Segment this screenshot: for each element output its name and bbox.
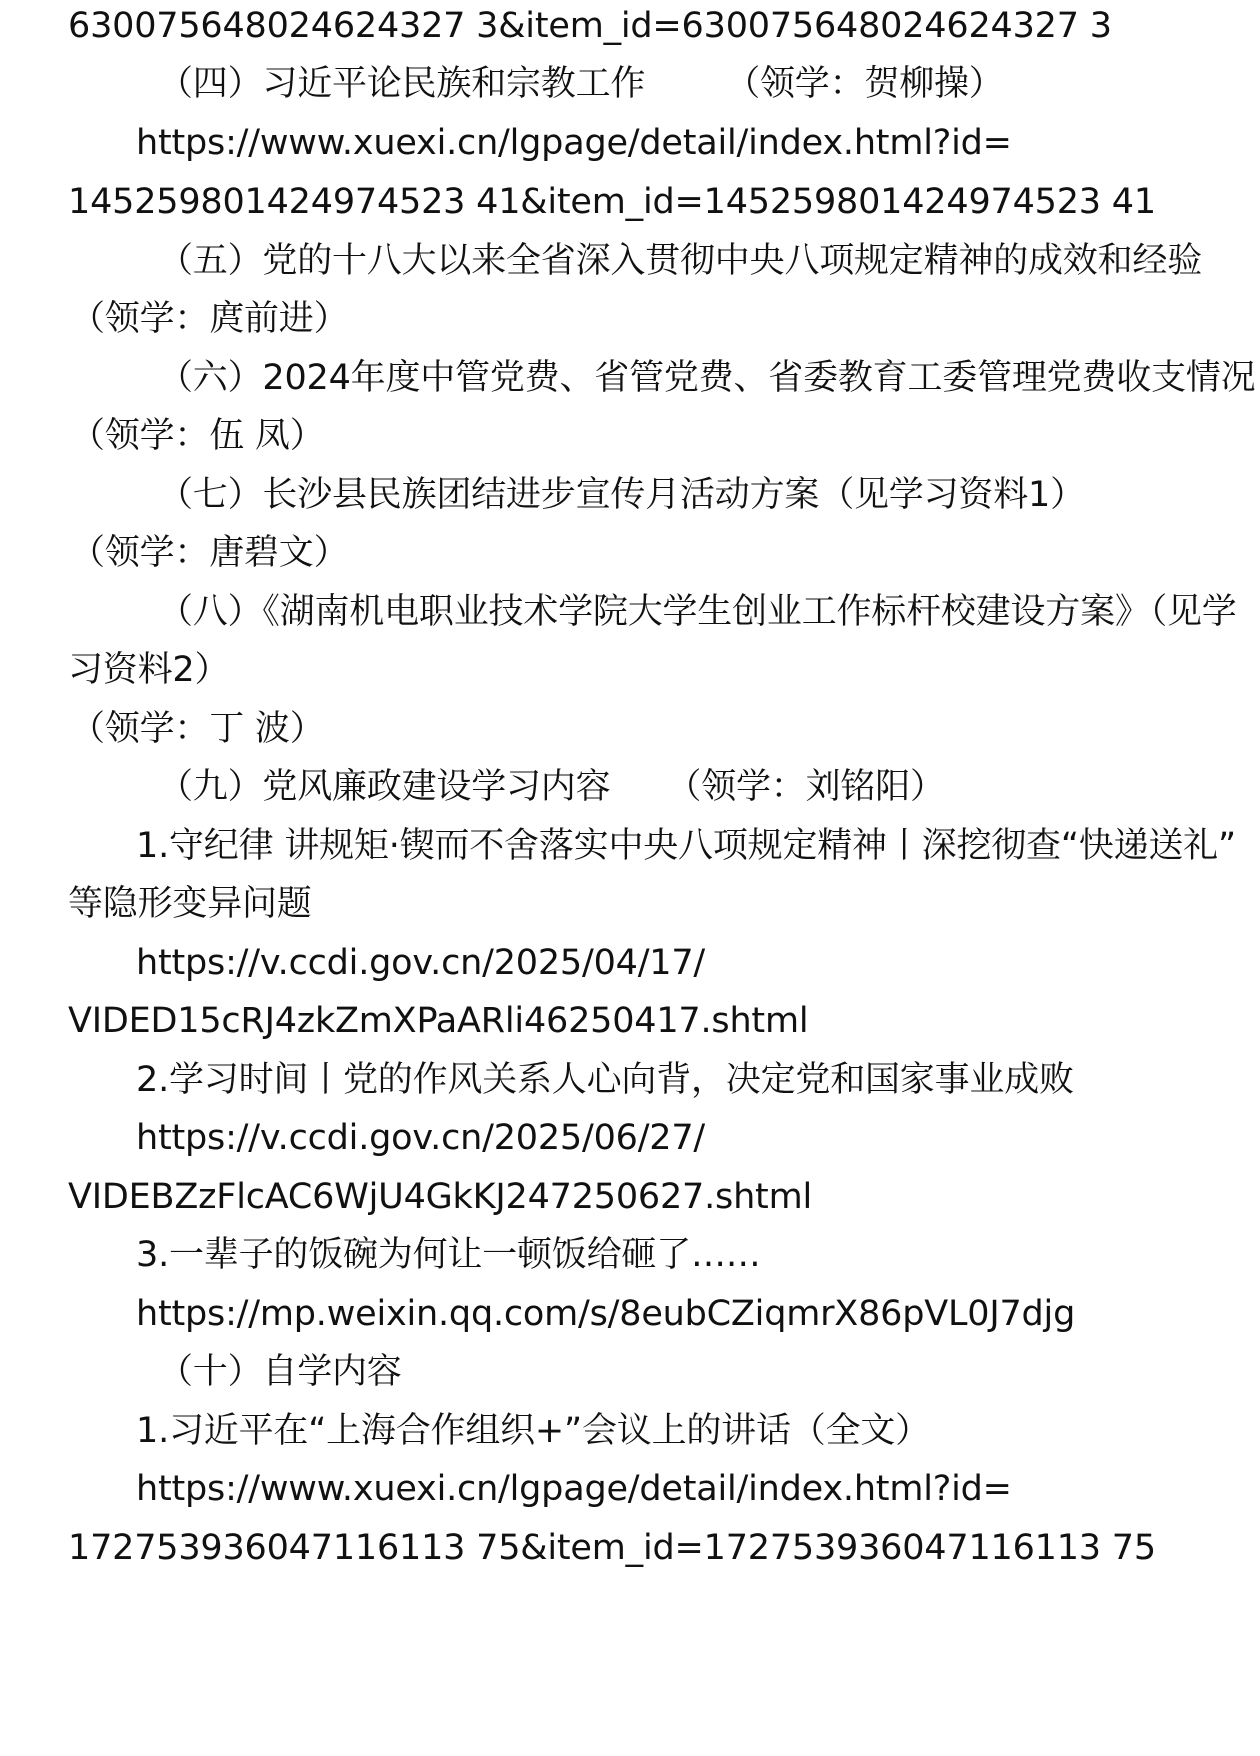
url-continuation[interactable]: VIDEBZzFlcAC6WjU4GkKJ247250627.shtml xyxy=(68,1177,813,1217)
url-line[interactable]: https://www.xuexi.cn/lgpage/detail/index.html?id= xyxy=(136,123,1012,163)
section-eight-title: （八）《湖南机电职业技术学院大学生创业工作标杆校建设方案》（见学 xyxy=(158,592,1237,632)
url-line[interactable]: https://v.ccdi.gov.cn/2025/06/27/ xyxy=(136,1118,706,1158)
url-continuation[interactable]: VIDED15cRJ4zkZmXPaARli46250417.shtml xyxy=(68,1001,809,1041)
section-eight-title-cont: 习资料2） xyxy=(68,650,230,690)
url-line[interactable]: https://www.xuexi.cn/lgpage/detail/index.html?id= xyxy=(136,1469,1012,1509)
section-seven-leader: （领学：唐碧文） xyxy=(70,533,349,573)
url-line[interactable]: https://v.ccdi.gov.cn/2025/04/17/ xyxy=(136,943,706,983)
section-four-title: （四）习近平论民族和宗教工作 xyxy=(158,64,646,104)
section-five-title: （五）党的十八大以来全省深入贯彻中央八项规定精神的成效和经验 xyxy=(158,241,1203,281)
item-2-title: 2.学习时间丨党的作风关系人心向背，决定党和国家事业成败 xyxy=(136,1060,1074,1100)
url-continuation[interactable]: 145259801424974523 41&item_id=145259801424974523 41 xyxy=(68,182,1156,222)
section-ten-title: （十）自学内容 xyxy=(158,1352,402,1392)
url-line[interactable]: https://mp.weixin.qq.com/s/8eubCZiqmrX86pVL0J7djg xyxy=(136,1294,1076,1334)
section-four-heading xyxy=(158,58,1004,110)
item-3-title: 3.一辈子的饭碗为何让一顿饭给砸了…… xyxy=(136,1235,761,1275)
section-six-leader: （领学：伍 凤） xyxy=(70,416,325,456)
self-study-item-1-title: 1.习近平在“上海合作组织+”会议上的讲话（全文） xyxy=(136,1411,930,1451)
section-seven-title: （七）长沙县民族团结进步宣传月活动方案（见学习资料1） xyxy=(158,475,1085,515)
section-eight-leader: （领学：丁 波） xyxy=(70,709,325,749)
url-continuation[interactable]: 172753936047116113 75&item_id=172753936047116113 75 xyxy=(68,1528,1156,1568)
section-nine-leader: （领学：刘铭阳） xyxy=(666,767,945,807)
item-1-title-cont: 等隐形变异问题 xyxy=(68,884,312,924)
section-five-leader: （领学：庹前进） xyxy=(70,299,349,339)
section-nine-heading xyxy=(158,761,945,813)
item-1-title: 1.守纪律 讲规矩·锲而不舍落实中央八项规定精神丨深挖彻查“快递送礼” xyxy=(136,826,1236,866)
section-four-leader: （领学：贺柳操） xyxy=(725,64,1004,104)
url-continuation: 630075648024624327 3&item_id=630075648024624327 3 xyxy=(68,6,1112,46)
section-six-title: （六）2024年度中管党费、省管党费、省委教育工委管理党费收支情况 xyxy=(158,358,1256,398)
section-nine-title: （九）党风廉政建设学习内容 xyxy=(158,767,611,807)
